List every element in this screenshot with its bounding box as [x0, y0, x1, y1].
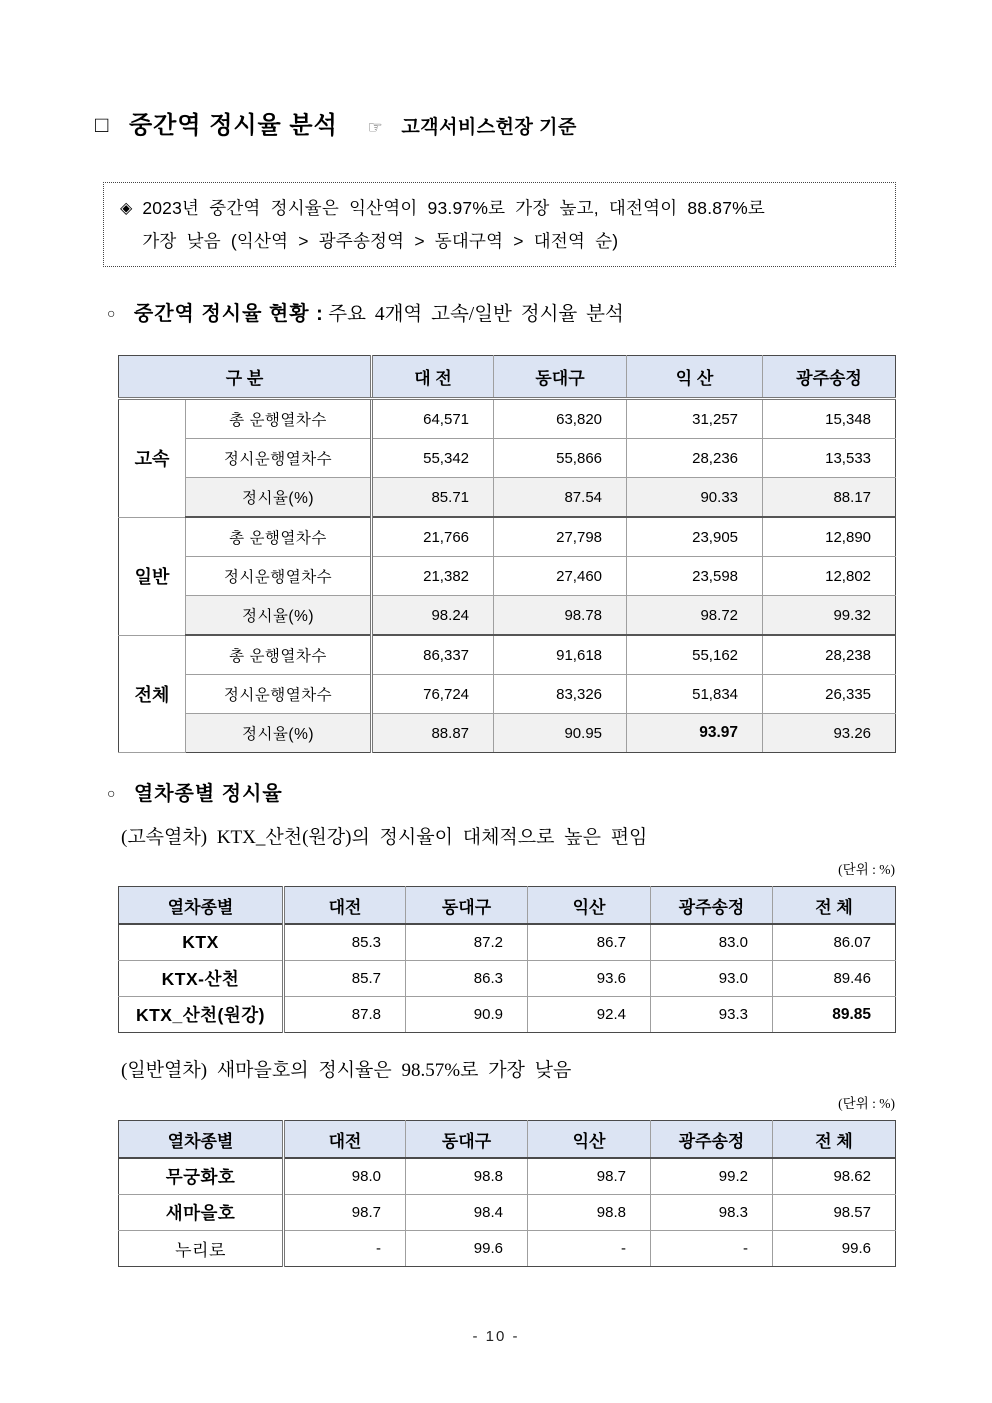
summary-text: [142, 192, 765, 258]
column-header: 동대구: [494, 356, 627, 399]
value-cell: 93.6: [528, 961, 651, 997]
column-header: 익산: [528, 1121, 651, 1159]
column-header: 열차종별: [119, 887, 284, 925]
value-cell: 99.6: [406, 1231, 528, 1267]
value-cell: -: [651, 1231, 773, 1267]
value-cell: 64,571: [372, 399, 494, 439]
table-row: [119, 557, 896, 596]
value-cell: 87.8: [284, 997, 406, 1033]
value-cell: 98.78: [494, 596, 627, 636]
row-label: 무궁화호: [119, 1158, 284, 1195]
value-cell: 27,798: [494, 517, 627, 557]
value-cell: 93.97: [627, 714, 763, 753]
table-row: [119, 714, 896, 753]
table-row: [119, 675, 896, 714]
page-title-suffix: 고객서비스헌장 기준: [401, 117, 577, 138]
row-label: KTX: [119, 924, 284, 961]
value-cell: 98.8: [528, 1195, 651, 1231]
station-punctuality-table: [118, 355, 896, 753]
value-cell: 86,337: [372, 635, 494, 675]
value-cell: 87.54: [494, 478, 627, 518]
column-header: 대 전: [372, 356, 494, 399]
value-cell: 98.0: [284, 1158, 406, 1195]
table-row: [119, 439, 896, 478]
value-cell: 85.71: [372, 478, 494, 518]
row-label: 정시율(%): [186, 714, 372, 753]
circle-bullet-icon: ○: [107, 785, 116, 801]
row-label: 총 운행열차수: [186, 399, 372, 439]
value-cell: 86.7: [528, 924, 651, 961]
value-cell: 83,326: [494, 675, 627, 714]
value-cell: 89.85: [773, 997, 896, 1033]
table-row: [119, 924, 896, 961]
column-header: 동대구: [406, 887, 528, 925]
value-cell: 92.4: [528, 997, 651, 1033]
row-label: KTX_산천(원강): [119, 997, 284, 1033]
column-header: 전 체: [773, 1121, 896, 1159]
value-cell: 55,866: [494, 439, 627, 478]
table3-header-row: [119, 1121, 896, 1159]
regular-train-table: [118, 1120, 896, 1267]
value-cell: -: [284, 1231, 406, 1267]
value-cell: 51,834: [627, 675, 763, 714]
value-cell: 88.17: [763, 478, 896, 518]
page-title-text: 중간역 정시율 분석: [128, 112, 338, 139]
value-cell: 87.2: [406, 924, 528, 961]
value-cell: 27,460: [494, 557, 627, 596]
value-cell: 28,238: [763, 635, 896, 675]
value-cell: 89.46: [773, 961, 896, 997]
column-header: 열차종별: [119, 1121, 284, 1159]
table-row: [119, 961, 896, 997]
value-cell: 13,533: [763, 439, 896, 478]
summary-box: [103, 182, 896, 267]
group-label: 전체: [119, 635, 186, 753]
value-cell: 26,335: [763, 675, 896, 714]
value-cell: 93.0: [651, 961, 773, 997]
column-header: 익산: [528, 887, 651, 925]
row-label: 정시율(%): [186, 596, 372, 636]
row-label: 새마을호: [119, 1195, 284, 1231]
group-label: 일반: [119, 517, 186, 635]
value-cell: 93.3: [651, 997, 773, 1033]
value-cell: 91,618: [494, 635, 627, 675]
summary-line-2: 가장 낮음 (익산역 > 광주송정역 > 동대구역 > 대전역 순): [142, 231, 619, 251]
high-speed-train-table: [118, 886, 896, 1033]
table-row: [119, 1231, 896, 1267]
value-cell: 85.7: [284, 961, 406, 997]
value-cell: 98.3: [651, 1195, 773, 1231]
value-cell: 76,724: [372, 675, 494, 714]
value-cell: 55,162: [627, 635, 763, 675]
value-cell: 98.24: [372, 596, 494, 636]
value-cell: 15,348: [763, 399, 896, 439]
column-header: 광주송정: [763, 356, 896, 399]
pointing-hand-icon: ☞: [367, 118, 384, 137]
column-header: 익 산: [627, 356, 763, 399]
value-cell: 86.3: [406, 961, 528, 997]
table2-header-row: [119, 887, 896, 925]
value-cell: 99.32: [763, 596, 896, 636]
value-cell: 83.0: [651, 924, 773, 961]
row-label: KTX-산천: [119, 961, 284, 997]
table1-header-row: [119, 356, 896, 399]
column-header: 광주송정: [651, 887, 773, 925]
table-row: [119, 997, 896, 1033]
high-speed-caption: (고속열차) KTX_산천(원강)의 정시율이 대체적으로 높은 편임: [121, 827, 648, 848]
value-cell: 98.8: [406, 1158, 528, 1195]
value-cell: 23,598: [627, 557, 763, 596]
circle-bullet-icon: ○: [107, 305, 116, 321]
section1-title: 중간역 정시율 현황 :: [133, 303, 324, 325]
value-cell: 99.6: [773, 1231, 896, 1267]
value-cell: 98.4: [406, 1195, 528, 1231]
page-title: [95, 105, 577, 140]
value-cell: 23,905: [627, 517, 763, 557]
row-label: 누리로: [119, 1231, 284, 1267]
value-cell: 93.26: [763, 714, 896, 753]
section1-subtitle: 주요 4개역 고속/일반 정시율 분석: [328, 304, 624, 325]
page-number: - 10 -: [472, 1328, 520, 1345]
value-cell: 90.9: [406, 997, 528, 1033]
row-label: 총 운행열차수: [186, 635, 372, 675]
value-cell: 21,382: [372, 557, 494, 596]
value-cell: 85.3: [284, 924, 406, 961]
value-cell: 90.33: [627, 478, 763, 518]
value-cell: 31,257: [627, 399, 763, 439]
value-cell: 88.87: [372, 714, 494, 753]
row-label: 정시운행열차수: [186, 557, 372, 596]
regular-train-caption: (일반열차) 새마을호의 정시율은 98.57%로 가장 낮음: [121, 1060, 572, 1081]
column-header: 전 체: [773, 887, 896, 925]
summary-line-1: 2023년 중간역 정시율은 익산역이 93.97%로 가장 높고, 대전역이 88.87%로: [142, 198, 766, 218]
table-row: [119, 399, 896, 439]
group-label: 고속: [119, 399, 186, 518]
unit-label-high-speed: (단위 : %): [838, 862, 895, 877]
value-cell: 28,236: [627, 439, 763, 478]
checkbox-icon: □: [95, 112, 110, 137]
row-label: 정시운행열차수: [186, 439, 372, 478]
column-header: 대전: [284, 887, 406, 925]
value-cell: 98.7: [528, 1158, 651, 1195]
value-cell: 55,342: [372, 439, 494, 478]
value-cell: 98.7: [284, 1195, 406, 1231]
section-heading-train-type-punctuality: [107, 777, 283, 806]
table-row: [119, 478, 896, 518]
row-label: 정시율(%): [186, 478, 372, 518]
column-header: 구 분: [119, 356, 372, 399]
table-row: [119, 635, 896, 675]
value-cell: 90.95: [494, 714, 627, 753]
section-heading-station-punctuality: [107, 297, 624, 326]
diamond-bullet-icon: ◈: [120, 200, 133, 217]
value-cell: 98.57: [773, 1195, 896, 1231]
column-header: 대전: [284, 1121, 406, 1159]
column-header: 광주송정: [651, 1121, 773, 1159]
value-cell: 12,890: [763, 517, 896, 557]
value-cell: 86.07: [773, 924, 896, 961]
table-row: [119, 1195, 896, 1231]
value-cell: 98.62: [773, 1158, 896, 1195]
value-cell: 21,766: [372, 517, 494, 557]
table-row: [119, 1158, 896, 1195]
table-row: [119, 517, 896, 557]
column-header: 동대구: [406, 1121, 528, 1159]
row-label: 정시운행열차수: [186, 675, 372, 714]
value-cell: 98.72: [627, 596, 763, 636]
value-cell: 12,802: [763, 557, 896, 596]
value-cell: 99.2: [651, 1158, 773, 1195]
value-cell: 63,820: [494, 399, 627, 439]
value-cell: -: [528, 1231, 651, 1267]
table-row: [119, 596, 896, 636]
unit-label-regular: (단위 : %): [838, 1096, 895, 1111]
section2-title: 열차종별 정시율: [133, 783, 283, 805]
row-label: 총 운행열차수: [186, 517, 372, 557]
